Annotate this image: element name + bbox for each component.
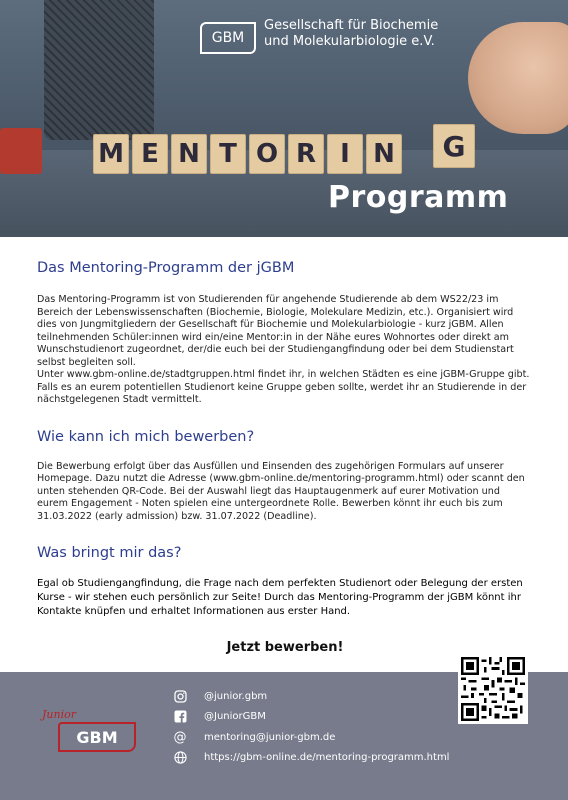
main-content bbox=[37, 258, 533, 655]
letter-block: E bbox=[132, 134, 168, 174]
gbm-logo: GBM bbox=[200, 22, 256, 54]
letter-block: T bbox=[210, 134, 246, 174]
instagram-icon bbox=[173, 689, 187, 703]
at-icon: @ bbox=[173, 729, 187, 745]
logo-box-text: GBM bbox=[58, 722, 136, 752]
apply-now-cta[interactable]: Jetzt bewerben! bbox=[226, 640, 344, 655]
facebook-icon bbox=[173, 710, 187, 724]
junior-gbm-logo bbox=[38, 708, 138, 752]
section-heading-nutzen: Was bringt mir das? bbox=[37, 545, 182, 561]
contact-list bbox=[173, 686, 449, 768]
letter-blocks bbox=[93, 134, 402, 174]
contact-text: @junior.gbm bbox=[204, 690, 268, 702]
qr-code[interactable] bbox=[458, 654, 528, 724]
letter-block: I bbox=[327, 134, 363, 174]
hand bbox=[468, 22, 568, 134]
section-paragraph: Egal ob Studiengangfindung, die Frage nach dem perfekten Studienort oder Belegung der ersten Kurse - wir stehen euch persönlich zur Seite! Durch das Mentoring-Programm der jGBM könnt ihr Kontakte knüpfen und erhaltet Informationen aus erster Hand. bbox=[37, 578, 523, 617]
contact-website[interactable] bbox=[173, 748, 449, 768]
pen-cup bbox=[44, 0, 154, 140]
org-name bbox=[264, 18, 438, 50]
contact-email[interactable] bbox=[173, 727, 449, 747]
notebook bbox=[0, 128, 42, 174]
contact-facebook[interactable] bbox=[173, 707, 449, 727]
section-heading-programm: Das Mentoring-Programm der jGBM bbox=[37, 260, 295, 276]
section-heading-bewerben: Wie kann ich mich bewerben? bbox=[37, 428, 255, 445]
org-name-line1: Gesellschaft für Biochemie bbox=[264, 18, 439, 33]
letter-block: N bbox=[171, 134, 207, 174]
hero-banner bbox=[0, 0, 568, 237]
org-name-line2: und Molekularbiologie e.V. bbox=[264, 34, 435, 49]
contact-text: https://gbm-online.de/mentoring-programm.html bbox=[204, 752, 450, 764]
contact-text: mentoring@junior-gbm.de bbox=[204, 731, 336, 743]
hero-subtitle: Programm bbox=[328, 180, 509, 215]
logo-script-text: Junior bbox=[42, 708, 76, 721]
letter-block: O bbox=[249, 134, 285, 174]
section-paragraph: Das Mentoring-Programm ist von Studierenden für angehende Studierende ab dem WS22/23 im Bereich der Lebenswissenschaften (Biochemie, Biologie, Molekulare Medizin, etc.). Organisiert wird dies von Jungmitgliedern der Gesellschaft für Biochemie und Molekularbiologie - kurz jGBM. Allen teilnehmenden Schüler:innen wird ein/eine Mentor:in in der Nähe eures Wohnortes oder direkt am Wunschstudienort zugeordnet, der/die euch bei der Studiengangfindung oder bei dem Studienstart selbst begleiten soll. bbox=[37, 294, 514, 368]
globe-icon bbox=[173, 751, 187, 765]
footer bbox=[0, 672, 568, 800]
letter-block-held: G bbox=[433, 124, 475, 168]
letter-block: M bbox=[93, 134, 129, 174]
contact-instagram[interactable] bbox=[173, 686, 449, 706]
section-paragraph: Die Bewerbung erfolgt über das Ausfüllen und Einsenden des zugehörigen Formulars auf unserer Homepage. Dazu nutzt die Adresse (www.gbm-online.de/mentoring-programm.html) oder scannt den unten stehenden QR-Code. Bei der Auswahl liegt das Hauptaugenmerk auf eurer Motivation und eurem Engagement - Noten spielen eine untergeordnete Rolle. Bewerben könnt ihr euch bis zum 31.03.2022 (early admission) bzw. 31.07.2022 (Deadline). bbox=[37, 460, 525, 522]
section-paragraph: Unter www.gbm-online.de/stadtgruppen.html findet ihr, in welchen Städten es eine jGBM-Gruppe gibt. Falls es an eurem potentiellen Studienort keine Gruppe geben sollte, werdet ihr an Studierende in der nächstgelegenen Stadt vermittelt. bbox=[37, 369, 530, 405]
letter-block: N bbox=[366, 134, 402, 174]
letter-block: R bbox=[288, 134, 324, 174]
contact-text: @JuniorGBM bbox=[204, 711, 266, 723]
